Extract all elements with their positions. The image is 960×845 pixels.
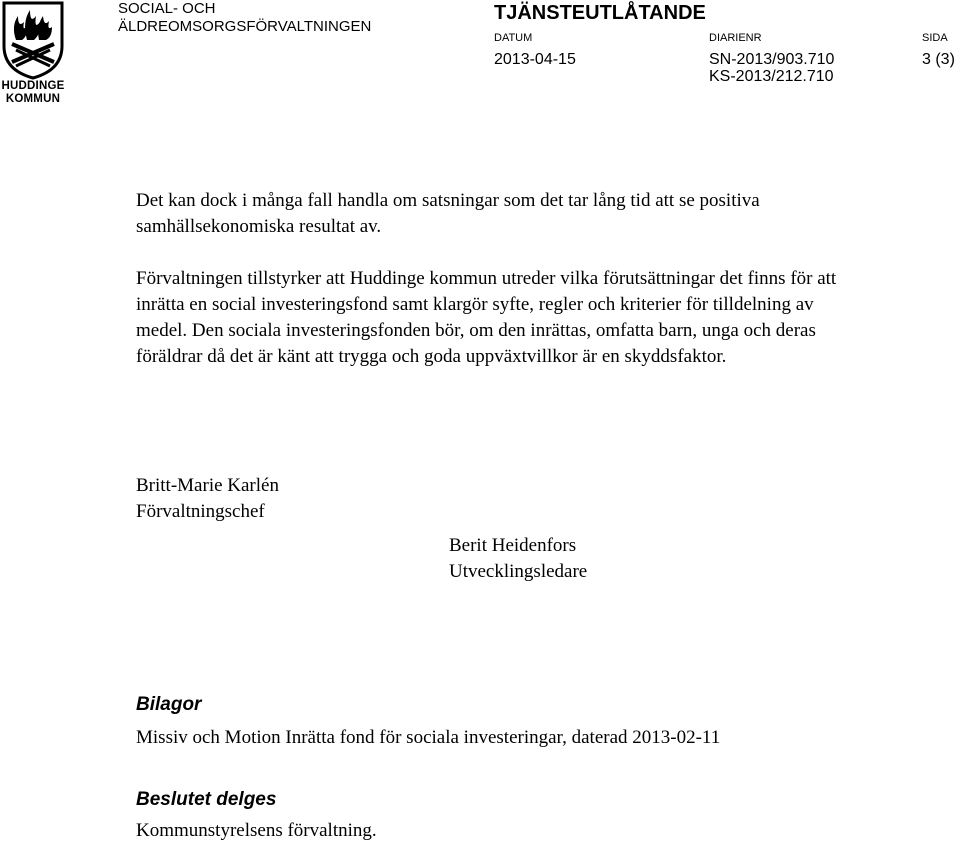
attachments-heading: Bilagor [136, 694, 202, 715]
logo-text [0, 80, 66, 106]
document-type: TJÄNSTEUTLÅTANDE [494, 2, 706, 24]
distribution-text: Kommunstyrelsens förvaltning. [136, 820, 377, 841]
attachments-text: Missiv och Motion Inrätta fond för sociala investeringar, daterad 2013-02-11 [136, 727, 721, 748]
department-line2: ÄLDREOMSORGSFÖRVALTNINGEN [118, 18, 372, 35]
department-line1: SOCIAL- OCH [118, 0, 216, 17]
logo-text-line2: KOMMUN [5, 93, 61, 105]
date-value: 2013-04-15 [494, 51, 576, 68]
department-name [118, 0, 371, 36]
huddinge-logo [0, 0, 66, 108]
signer-2-title: Utvecklingsledare [449, 561, 588, 582]
signer-2-name: Berit Heidenfors [449, 535, 577, 556]
distribution-heading: Beslutet delges [136, 789, 277, 810]
diarienr-value-1: SN-2013/903.710 [709, 51, 835, 68]
signer-1 [136, 473, 279, 525]
signer-1-title: Förvaltningschef [136, 501, 265, 522]
signer-1-name: Britt-Marie Karlén [136, 475, 279, 496]
diarienr-label: DIARIENR [709, 32, 762, 44]
date-label: DATUM [494, 32, 533, 44]
page-number: 3 (3) [922, 51, 955, 68]
signer-2 [449, 533, 587, 585]
paragraph-2: Förvaltningen tillstyrker att Huddinge kommun utreder vilka förutsättningar det finns för att inrätta en social investeringsfond samt klargör syfte, regler och kriterier för tilldelning av medel. Den sociala investeringsfonden bör, om den inrättas, omfatta barn, unga och deras föräldrar då det är känt att trygga och goda uppväxtvillkor är en skyddsfaktor. [136, 268, 837, 367]
paragraph-1: Det kan dock i många fall handla om satsningar som det tar lång tid att se positiva samhällsekonomiska resultat av. [136, 190, 760, 237]
logo-text-line1: HUDDINGE [1, 80, 65, 92]
page-label: SIDA [922, 32, 948, 44]
diarienr-value-2: KS-2013/212.710 [709, 68, 834, 85]
coat-of-arms-icon [0, 0, 66, 80]
